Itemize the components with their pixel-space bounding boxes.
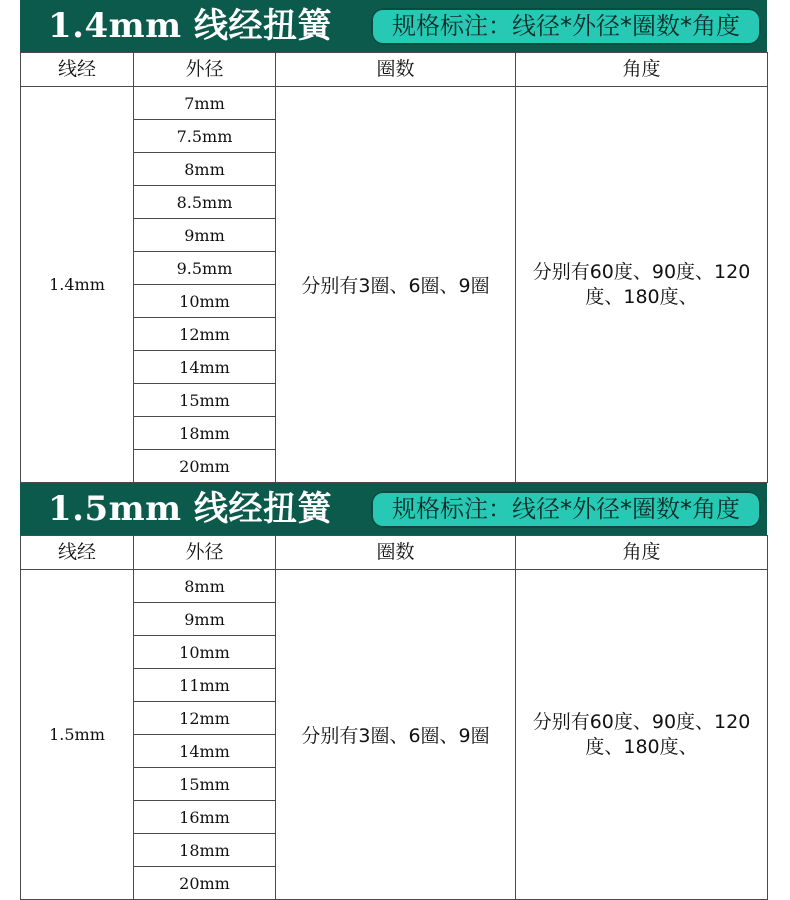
spec-note-badge: 规格标注：线径*外径*圈数*角度 bbox=[371, 8, 761, 45]
wire-diameter-cell: 1.4mm bbox=[21, 87, 134, 483]
header-wire: 线经 bbox=[21, 536, 134, 570]
spec-table bbox=[20, 535, 768, 900]
wire-diameter-cell: 1.5mm bbox=[21, 570, 134, 900]
outer-diameter-cell: 10mm bbox=[134, 285, 276, 318]
outer-diameter-cell: 11mm bbox=[134, 669, 276, 702]
outer-diameter-cell: 16mm bbox=[134, 801, 276, 834]
table-header bbox=[21, 536, 768, 570]
outer-diameter-cell: 15mm bbox=[134, 384, 276, 417]
outer-diameter-cell: 10mm bbox=[134, 636, 276, 669]
outer-diameter-cell: 7.5mm bbox=[134, 120, 276, 153]
outer-diameter-cell: 20mm bbox=[134, 867, 276, 900]
table-header bbox=[21, 53, 768, 87]
outer-diameter-cell: 18mm bbox=[134, 417, 276, 450]
header-wire: 线经 bbox=[21, 53, 134, 87]
table-body bbox=[21, 87, 768, 483]
outer-diameter-cell: 7mm bbox=[134, 87, 276, 120]
header-angle: 角度 bbox=[516, 536, 768, 570]
spec-table bbox=[20, 52, 768, 483]
table-body bbox=[21, 570, 768, 900]
turns-cell: 分别有3圈、6圈、9圈 bbox=[276, 570, 516, 900]
outer-diameter-cell: 9mm bbox=[134, 219, 276, 252]
header-turns: 圈数 bbox=[276, 53, 516, 87]
banner-title: 1.5mm 线经扭簧 bbox=[48, 489, 332, 529]
angle-cell: 分别有60度、90度、120度、180度、 bbox=[516, 87, 768, 483]
spring-spec-section-1-5mm bbox=[20, 483, 767, 899]
outer-diameter-cell: 8.5mm bbox=[134, 186, 276, 219]
header-turns: 圈数 bbox=[276, 536, 516, 570]
outer-diameter-cell: 12mm bbox=[134, 318, 276, 351]
outer-diameter-cell: 9mm bbox=[134, 603, 276, 636]
spec-note-badge: 规格标注：线径*外径*圈数*角度 bbox=[371, 491, 761, 528]
angle-cell: 分别有60度、90度、120度、180度、 bbox=[516, 570, 768, 900]
header-row bbox=[21, 53, 768, 87]
spring-spec-section-1-4mm bbox=[20, 0, 767, 483]
outer-diameter-cell: 14mm bbox=[134, 351, 276, 384]
outer-diameter-cell: 15mm bbox=[134, 768, 276, 801]
outer-diameter-cell: 20mm bbox=[134, 450, 276, 483]
header-outer-diameter: 外径 bbox=[134, 53, 276, 87]
outer-diameter-cell: 8mm bbox=[134, 570, 276, 603]
table-row bbox=[21, 87, 768, 120]
header-outer-diameter: 外径 bbox=[134, 536, 276, 570]
outer-diameter-cell: 8mm bbox=[134, 153, 276, 186]
header-row bbox=[21, 536, 768, 570]
outer-diameter-cell: 14mm bbox=[134, 735, 276, 768]
outer-diameter-cell: 12mm bbox=[134, 702, 276, 735]
header-angle: 角度 bbox=[516, 53, 768, 87]
table-row bbox=[21, 570, 768, 603]
outer-diameter-cell: 18mm bbox=[134, 834, 276, 867]
banner-title: 1.4mm 线经扭簧 bbox=[48, 6, 332, 46]
turns-cell: 分别有3圈、6圈、9圈 bbox=[276, 87, 516, 483]
outer-diameter-cell: 9.5mm bbox=[134, 252, 276, 285]
section-banner bbox=[20, 0, 767, 52]
section-banner bbox=[20, 483, 767, 535]
